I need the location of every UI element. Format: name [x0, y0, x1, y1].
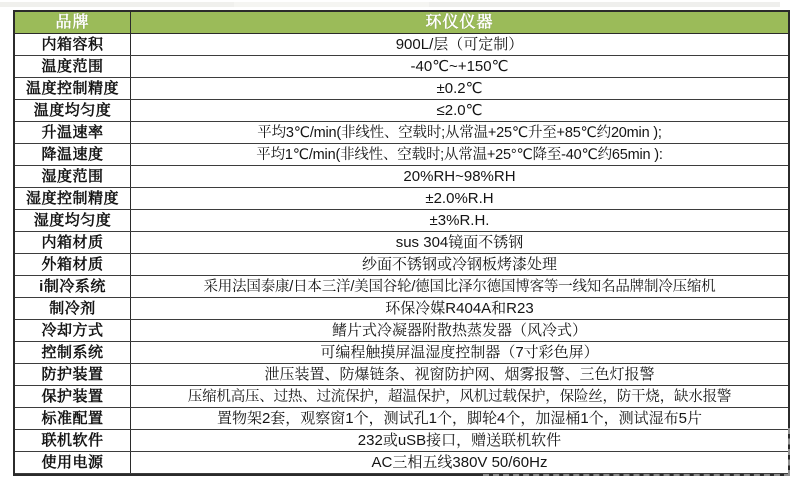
spec-label: 防护装置 [15, 364, 131, 385]
spec-value: 232或uSB接口，赠送联机软件 [357, 431, 562, 449]
table-row [15, 78, 788, 100]
spec-value: 压缩机高压、过热、过流保护，超温保护，风机过载保护，保险丝，防干烧，缺水报警 [187, 388, 732, 405]
spec-label: 冷却方式 [15, 320, 131, 341]
table-row [15, 452, 788, 474]
spec-value: sus 304镜面不锈钢 [395, 233, 524, 251]
spec-label: 降温速度 [15, 144, 131, 165]
spec-label: i制冷系统 [15, 276, 131, 297]
spec-label: 湿度控制精度 [15, 188, 131, 209]
spec-value: 置物架2套，观察窗1个，测试孔1个，脚轮4个，加湿桶1个，测试湿布5片 [216, 409, 703, 427]
spec-value: 纱面不锈钢或冷钢板烤漆处理 [361, 255, 557, 273]
spec-label: 内箱材质 [15, 232, 131, 253]
table-row [15, 254, 788, 276]
spec-value: ≤2.0℃ [436, 101, 483, 119]
table-row [15, 188, 788, 210]
table-row [15, 386, 788, 408]
spec-label: 保护装置 [15, 386, 131, 407]
table-row [15, 320, 788, 342]
table-row [15, 342, 788, 364]
spec-label: 温度均匀度 [15, 100, 131, 121]
table-row [15, 56, 788, 78]
table-row [15, 364, 788, 386]
table-row [15, 276, 788, 298]
table-row [15, 100, 788, 122]
spec-table [13, 10, 790, 476]
spec-label: 控制系统 [15, 342, 131, 363]
spec-label: 使用电源 [15, 452, 131, 473]
table-row [15, 144, 788, 166]
spec-label: 升温速率 [15, 122, 131, 143]
spec-value: 平均3℃/min(非线性、空载时;从常温+25℃升至+85℃约20min ); [257, 124, 662, 141]
spec-value: 采用法国泰康/日本三洋/美国谷轮/德国比泽尔德国博客等一线知名品牌制冷压缩机 [203, 278, 716, 295]
spec-value: 平均1℃/min(非线性、空载时;从常温+25°℃降至-40℃约65min ): [256, 146, 663, 163]
table-row [15, 34, 788, 56]
table-row [15, 232, 788, 254]
spec-value: 可编程触摸屏温湿度控制器（7寸彩色屏） [320, 343, 599, 361]
spec-label: 湿度范围 [15, 166, 131, 187]
spec-label: 标准配置 [15, 408, 131, 429]
spec-value: 900L/层（可定制） [395, 35, 524, 53]
spec-value: 鳍片式冷凝器附散热蒸发器（风冷式） [331, 321, 587, 339]
table-row [15, 210, 788, 232]
spec-value: 泄压装置、防爆链条、视窗防护网、烟雾报警、三色灯报警 [264, 365, 655, 383]
spec-value: 环保冷媒R404A和R23 [385, 299, 534, 317]
table-row [15, 166, 788, 188]
spec-value: ±3%R.H. [429, 211, 490, 229]
spec-value: AC三相五线380V 50/60Hz [371, 453, 548, 471]
cropped-row-artifact [0, 2, 780, 7]
spec-label: 制冷剂 [15, 298, 131, 319]
brand-label: 品牌 [15, 12, 131, 33]
spec-label: 湿度均匀度 [15, 210, 131, 231]
spec-label: 温度范围 [15, 56, 131, 77]
table-row [15, 298, 788, 320]
spec-value: -40℃~+150℃ [410, 57, 509, 75]
spec-value: ±2.0%R.H [425, 189, 494, 207]
spec-label: 温度控制精度 [15, 78, 131, 99]
spec-label: 联机软件 [15, 430, 131, 451]
spec-value: ±0.2℃ [436, 79, 483, 97]
spec-label: 外箱材质 [15, 254, 131, 275]
brand-value: 环仪仪器 [425, 13, 494, 31]
table-row [15, 408, 788, 430]
table-row [15, 122, 788, 144]
spec-label: 内箱容积 [15, 34, 131, 55]
spec-value: 20%RH~98%RH [403, 167, 516, 185]
table-header-row [15, 12, 788, 34]
table-row [15, 430, 788, 452]
